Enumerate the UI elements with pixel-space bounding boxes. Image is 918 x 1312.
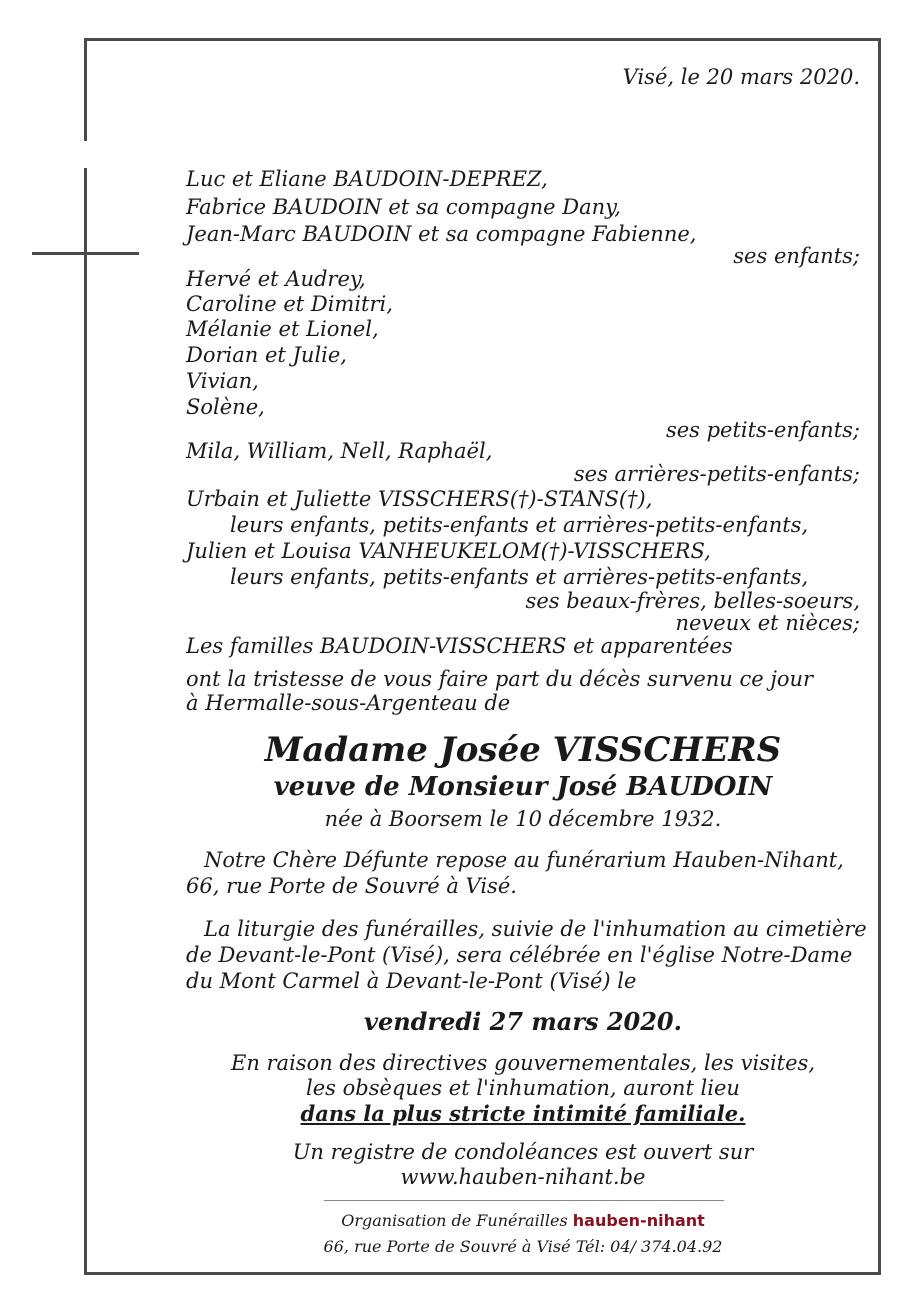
grandchild-3: Mélanie et Lionel, (186, 317, 379, 341)
child-3: Jean-Marc BAUDOIN et sa compagne Fabienne, (186, 222, 697, 246)
grandchild-6: Solène, (186, 395, 265, 419)
child-2: Fabrice BAUDOIN et sa compagne Dany, (186, 195, 621, 219)
directives-3: dans la plus stricte intimité familiale. (300, 1101, 746, 1126)
directives-2: les obsèques et l'inhumation, auront lieu (306, 1076, 740, 1100)
liturgy-1: La liturgie des funérailles, suivie de l'inhumation au cimetière (204, 917, 867, 941)
place-date: Visé, le 20 mars 2020. (622, 65, 860, 89)
grandchild-5: Vivian, (186, 369, 259, 393)
cross-icon-bar (32, 252, 139, 255)
grandchild-4: Dorian et Julie, (186, 343, 347, 367)
funeral-date: vendredi 27 mars 2020. (364, 1007, 682, 1036)
footer-address: 66, rue Porte de Souvré à Visé Tél: 04/ 374.04.92 (323, 1237, 723, 1256)
registry-url[interactable]: www.hauben-nihant.be (400, 1165, 646, 1189)
announcement-1: ont la tristesse de vous faire part du décès survenu ce jour (186, 667, 814, 691)
inlaw-2-desc: leurs enfants, petits-enfants et arrières-petits-enfants, (230, 565, 809, 589)
grandchild-1: Hervé et Audrey, (186, 267, 366, 291)
footer-org-prefix: Organisation de Funérailles (341, 1211, 568, 1230)
registry-1: Un registre de condoléances est ouvert sur (292, 1140, 754, 1164)
great-grandchildren-label: ses arrières-petits-enfants; (573, 462, 860, 486)
grandchildren-label: ses petits-enfants; (665, 418, 860, 442)
inlaw-1-desc: leurs enfants, petits-enfants et arrières-petits-enfants, (230, 513, 809, 537)
directives-1: En raison des directives gouvernementales, les visites, (230, 1051, 815, 1075)
announcement-2: à Hermalle-sous-Argenteau de (186, 691, 511, 715)
inlaws-label: ses beaux-frères, belles-soeurs, (525, 589, 860, 613)
frame-left-lower (84, 168, 87, 1275)
families: Les familles BAUDOIN-VISSCHERS et apparentées (186, 634, 733, 658)
great-grandchildren: Mila, William, Nell, Raphaël, (186, 439, 493, 463)
nephews-label: neveux et nièces; (675, 611, 860, 635)
inlaw-1: Urbain et Juliette VISSCHERS(†)-STANS(†), (186, 487, 653, 511)
frame-bottom (84, 1272, 881, 1275)
deceased-name: Madame Josée VISSCHERS (264, 730, 782, 770)
footer-org-line (186, 1210, 860, 1232)
child-1: Luc et Eliane BAUDOIN-DEPREZ, (186, 167, 548, 191)
grandchild-2: Caroline et Dimitri, (186, 292, 393, 316)
frame-top (84, 38, 881, 41)
liturgy-3: du Mont Carmel à Devant-le-Pont (Visé) le (186, 969, 637, 993)
footer-divider (324, 1200, 724, 1201)
rest-2: 66, rue Porte de Souvré à Visé. (186, 874, 517, 898)
brand-logo: hauben-nihant (572, 1211, 705, 1230)
deceased-widow-of: veuve de Monsieur José BAUDOIN (273, 772, 773, 802)
children-label: ses enfants; (733, 244, 860, 268)
deceased-birth: née à Boorsem le 10 décembre 1932. (324, 807, 722, 831)
rest-1: Notre Chère Défunte repose au funérarium Hauben-Nihant, (204, 848, 844, 872)
inlaw-2: Julien et Louisa VANHEUKELOM(†)-VISSCHERS, (186, 539, 711, 563)
frame-right (878, 38, 881, 1275)
frame-left-upper (84, 38, 87, 141)
liturgy-2: de Devant-le-Pont (Visé), sera célébrée en l'église Notre-Dame (186, 943, 853, 967)
